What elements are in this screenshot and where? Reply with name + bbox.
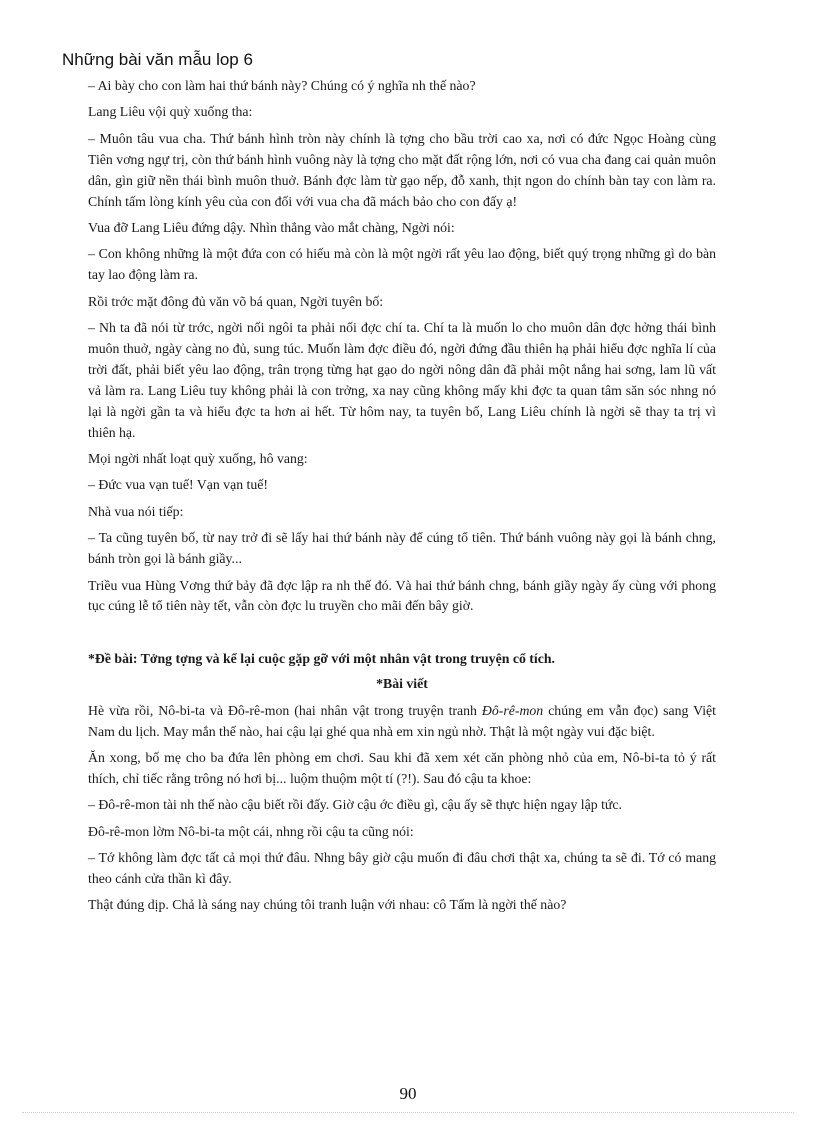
essay-paragraph-3: ‒ Đô-rê-mon tài nh thế nào cậu biết rồi đấy. Giờ cậu ớc điều gì, cậu ấy sẽ thực hiện ngay lập tức.: [88, 797, 622, 813]
paragraph-9: ‒ Đức vua vạn tuế! Vạn vạn tuế!: [88, 477, 269, 493]
page-header: Những bài văn mẫu lop 6: [62, 50, 253, 69]
essay-paragraph-1: [88, 701, 716, 743]
essay-paragraph-6: Thật đúng dịp. Chả là sáng nay chúng tôi tranh luận với nhau: cô Tấm là ngời thế nào?: [88, 897, 567, 913]
paragraph-6: Rồi trớc mặt đông đủ văn võ bá quan, Ngời tuyên bố:: [88, 293, 384, 309]
essay-paragraph-4: Đô-rê-mon lờm Nô-bi-ta một cái, nhng rồi cậu ta cũng nói:: [88, 823, 414, 839]
essay-p1-italic: Đô-rê-mon: [481, 702, 544, 718]
paragraph-1: ‒ Ai bày cho con làm hai thứ bánh này? Chúng có ý nghĩa nh thế nào?: [88, 78, 476, 93]
paragraph-7: ‒ Nh ta đã nói từ trớc, ngời nối ngôi ta phải nối đợc chí ta. Chí ta là muốn lo cho muôn dân đợc hởng thái bình muôn thuở, ngày càng no đủ, sung túc. Muốn làm đợc điều đó, ngời đứng đầu thiên hạ phải hiểu đợc nghĩa lí của trời đất, phải biết yêu lao động, trân trọng từng hạt gạo do ngời nông dân đã phải một nắng hai sơng, lam lũ vất vả làm ra. Lang Liêu tuy không phải là con trởng, xa nay cũng không mấy khi đợc ta quan tâm săn sóc nhng nó lại là ngời gần ta và hiểu đợc ta hơn ai hết. Từ hôm nay, ta tuyên bố, Lang Liêu chính là ngời sẽ thay ta trị vì thiên hạ.: [88, 320, 716, 440]
paragraph-2: Lang Liêu vội quỳ xuống tha:: [88, 104, 253, 120]
paragraph-3: ‒ Muôn tâu vua cha. Thứ bánh hình tròn này chính là tợng cho bầu trời cao xa, nơi có đức Ngọc Hoàng cùng Tiên vơng ngự trị, còn thứ bánh hình vuông này là tợng cho mặt đất rộng lớn, nơi có vua cha đang cai quản muôn dân, gìn giữ nền thái bình muôn thuở. Bánh đợc làm từ gạo nếp, đỗ xanh, thịt ngon do chính bàn tay con làm ra. Chính tấm lòng kính yêu của con đối với vua cha đã mách bảo cho con đấy ạ!: [88, 130, 716, 209]
story-body: [88, 76, 716, 922]
paragraph-10: Nhà vua nói tiếp:: [88, 503, 184, 519]
paragraph-12: Triều vua Hùng Vơng thứ bảy đã đợc lập ra nh thế đó. Và hai thứ bánh chng, bánh giầy ngày ấy cùng với phong tục cúng lễ tổ tiên này tết, vẫn còn đợc lu truyền cho mãi đến bây giờ.: [88, 577, 716, 614]
essay-paragraph-2: Ăn xong, bố mẹ cho ba đứa lên phòng em chơi. Sau khi đã xem xét căn phòng nhỏ của em, Nô-bi-ta tỏ ý rất thích, chỉ tiếc rằng trông nó hơi bị... luộm thuộm một tí (?!). Sau đó cậu ta khoe:: [88, 749, 716, 786]
essay-paragraph-5: ‒ Tớ không làm đợc tất cả mọi thứ đâu. Nhng bây giờ cậu muốn đi đâu chơi thật xa, chúng ta sẽ đi. Tớ có mang theo cánh cửa thần kì đây.: [88, 850, 716, 886]
essay-subtitle: *Bài viết: [376, 675, 428, 691]
essay-title: *Đề bài: Tởng tợng và kể lại cuộc gặp gỡ với một nhân vật trong truyện cổ tích.: [88, 650, 555, 666]
page-number: 90: [399, 1084, 417, 1103]
paragraph-8: Mọi ngời nhất loạt quỳ xuống, hô vang:: [88, 451, 308, 466]
essay-p1-before: Hè vừa rồi, Nô-bi-ta và Đô-rê-mon (hai nhân vật trong truyện tranh: [88, 702, 482, 718]
paragraph-4: Vua đỡ Lang Liêu đứng dậy. Nhìn thẳng vào mắt chàng, Ngời nói:: [88, 219, 455, 235]
section-gap: [88, 623, 716, 649]
bottom-divider: [22, 1112, 794, 1113]
paragraph-11: ‒ Ta cũng tuyên bố, từ nay trở đi sẽ lấy hai thứ bánh này để cúng tổ tiên. Thứ bánh vuông này gọi là bánh chng, bánh tròn gọi là bánh giầy...: [88, 530, 716, 567]
essay-p1-after: chúng em vẫn đọc) sang Việt Nam du lịch. May mắn thế nào, hai cậu lại ghé qua nhà em xin ngủ nhờ. Thật là một ngày vui đặc biệt.: [88, 702, 717, 739]
paragraph-5: ‒ Con không những là một đứa con có hiếu mà còn là một ngời rất yêu lao động, biết quý trọng những gì do bàn tay lao động làm ra.: [88, 246, 716, 283]
